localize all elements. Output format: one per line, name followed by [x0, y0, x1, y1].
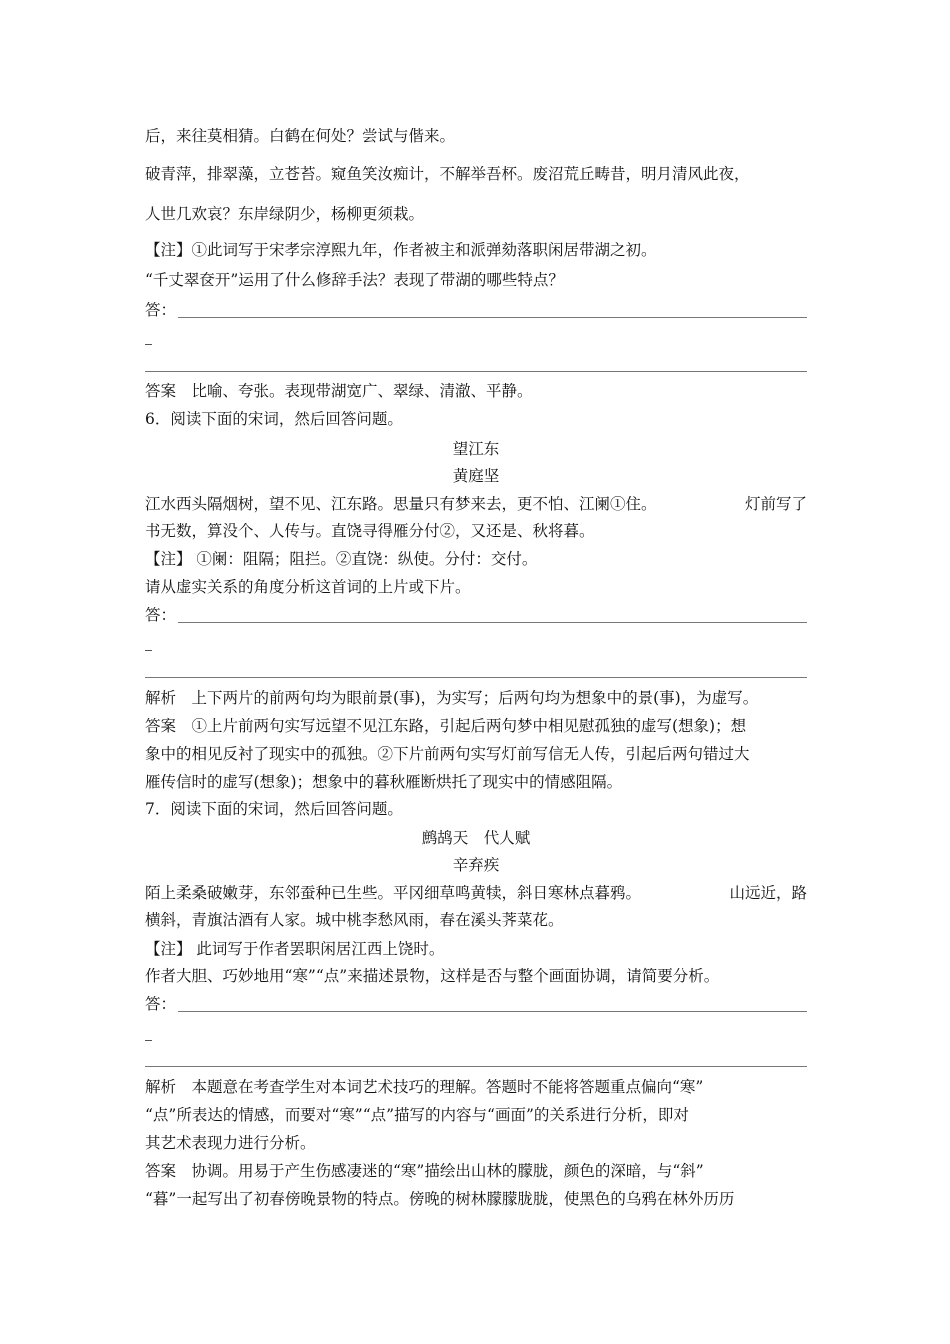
poem-author: 辛弃疾 [452, 856, 500, 874]
question: “千丈翠奁开”运用了什么修辞手法？表现了带湖的哪些特点？ [145, 271, 564, 289]
poem-line [145, 494, 807, 514]
answer-dash [145, 1040, 152, 1041]
answer-line [145, 677, 807, 678]
poem-line: 横斜，青旗沽酒有人家。城中桃李愁风雨，春在溪头荠菜花。 [145, 911, 564, 929]
answer-line [178, 622, 807, 623]
answer-line [178, 317, 807, 318]
answer-dash [145, 344, 152, 345]
answer: 答案 比喻、夸张。表现带湖宽广、翠绿、清澈、平静。 [145, 382, 533, 400]
note: 【注】①此词写于宋孝宗淳熙九年，作者被主和派弹劾落职闲居带湖之初。 [145, 241, 657, 259]
poem-author: 黄庭坚 [452, 467, 500, 485]
poem-title: 鹧鸪天 代人赋 [421, 829, 531, 847]
analysis: 其艺术表现力进行分析。 [145, 1134, 316, 1152]
answer-line [145, 371, 807, 372]
poem-line: 书无数，算没个、人传与。直饶寻得雁分付②，又还是、秋将暮。 [145, 522, 595, 540]
answer-label: 答： [145, 995, 177, 1013]
poem-line-part: 江水西头隔烟树，望不见、江东路。思量只有梦来去，更不怕、江阑①住。 [145, 495, 657, 513]
question: 请从虚实关系的角度分析这首词的上片或下片。 [145, 578, 471, 596]
answer: 答案 ①上片前两句实写远望不见江东路，引起后两句梦中相见慰孤独的虚写(想象)；想 [145, 717, 747, 735]
poem-line [145, 883, 807, 903]
answer-label: 答： [145, 606, 177, 624]
note: 【注】 此词写于作者罢职闲居江西上饶时。 [145, 940, 445, 958]
poem-line: 破青萍，排翠藻，立苍苔。窥鱼笑汝痴计，不解举吾杯。废沼荒丘畴昔，明月清风此夜， [145, 165, 750, 183]
poem-line: 后，来往莫相猜。白鹤在何处？尝试与偕来。 [145, 127, 456, 145]
answer: 象中的相见反衬了现实中的孤独。②下片前两句实写灯前写信无人传，引起后两句错过大 [145, 745, 750, 763]
answer-line [178, 1011, 807, 1012]
answer-dash [145, 650, 152, 651]
answer: 雁传信时的虚写(想象)；想象中的暮秋雁断烘托了现实中的情感阻隔。 [145, 773, 623, 791]
answer: 答案 协调。用易于产生伤感凄迷的“寒”描绘出山林的朦胧，颜色的深暗，与“斜” [145, 1162, 704, 1180]
analysis: “点”所表达的情感，而要对“寒”“点”描写的内容与“画面”的关系进行分析，即对 [145, 1106, 689, 1124]
question-heading: 6．阅读下面的宋词，然后回答问题。 [145, 410, 403, 428]
poem-title: 望江东 [452, 440, 500, 458]
question: 作者大胆、巧妙地用“寒”“点”来描述景物，这样是否与整个画面协调，请简要分析。 [145, 967, 720, 985]
poem-line-part: 山远近，路 [729, 884, 807, 902]
answer: “暮”一起写出了初春傍晚景物的特点。傍晚的树林朦朦胧胧，使黑色的乌鸦在林外历历 [145, 1190, 735, 1208]
poem-line-part: 陌上柔桑破嫩芽，东邻蚕种已生些。平冈细草鸣黄犊，斜日寒林点暮鸦。 [145, 884, 642, 902]
question-heading: 7．阅读下面的宋词，然后回答问题。 [145, 800, 403, 818]
poem-line: 人世几欢哀？东岸绿阴少，杨柳更须栽。 [145, 205, 425, 223]
answer-label: 答： [145, 301, 177, 319]
note: 【注】 ①阑：阻隔；阻拦。②直饶：纵使。分付：交付。 [145, 550, 538, 568]
analysis: 解析 上下两片的前两句均为眼前景(事)，为实写；后两句均为想象中的景(事)，为虚写。 [145, 689, 759, 707]
poem-line-part: 灯前写了 [744, 495, 807, 513]
answer-line [145, 1066, 807, 1067]
analysis: 解析 本题意在考查学生对本词艺术技巧的理解。答题时不能将答题重点偏向“寒” [145, 1078, 704, 1096]
